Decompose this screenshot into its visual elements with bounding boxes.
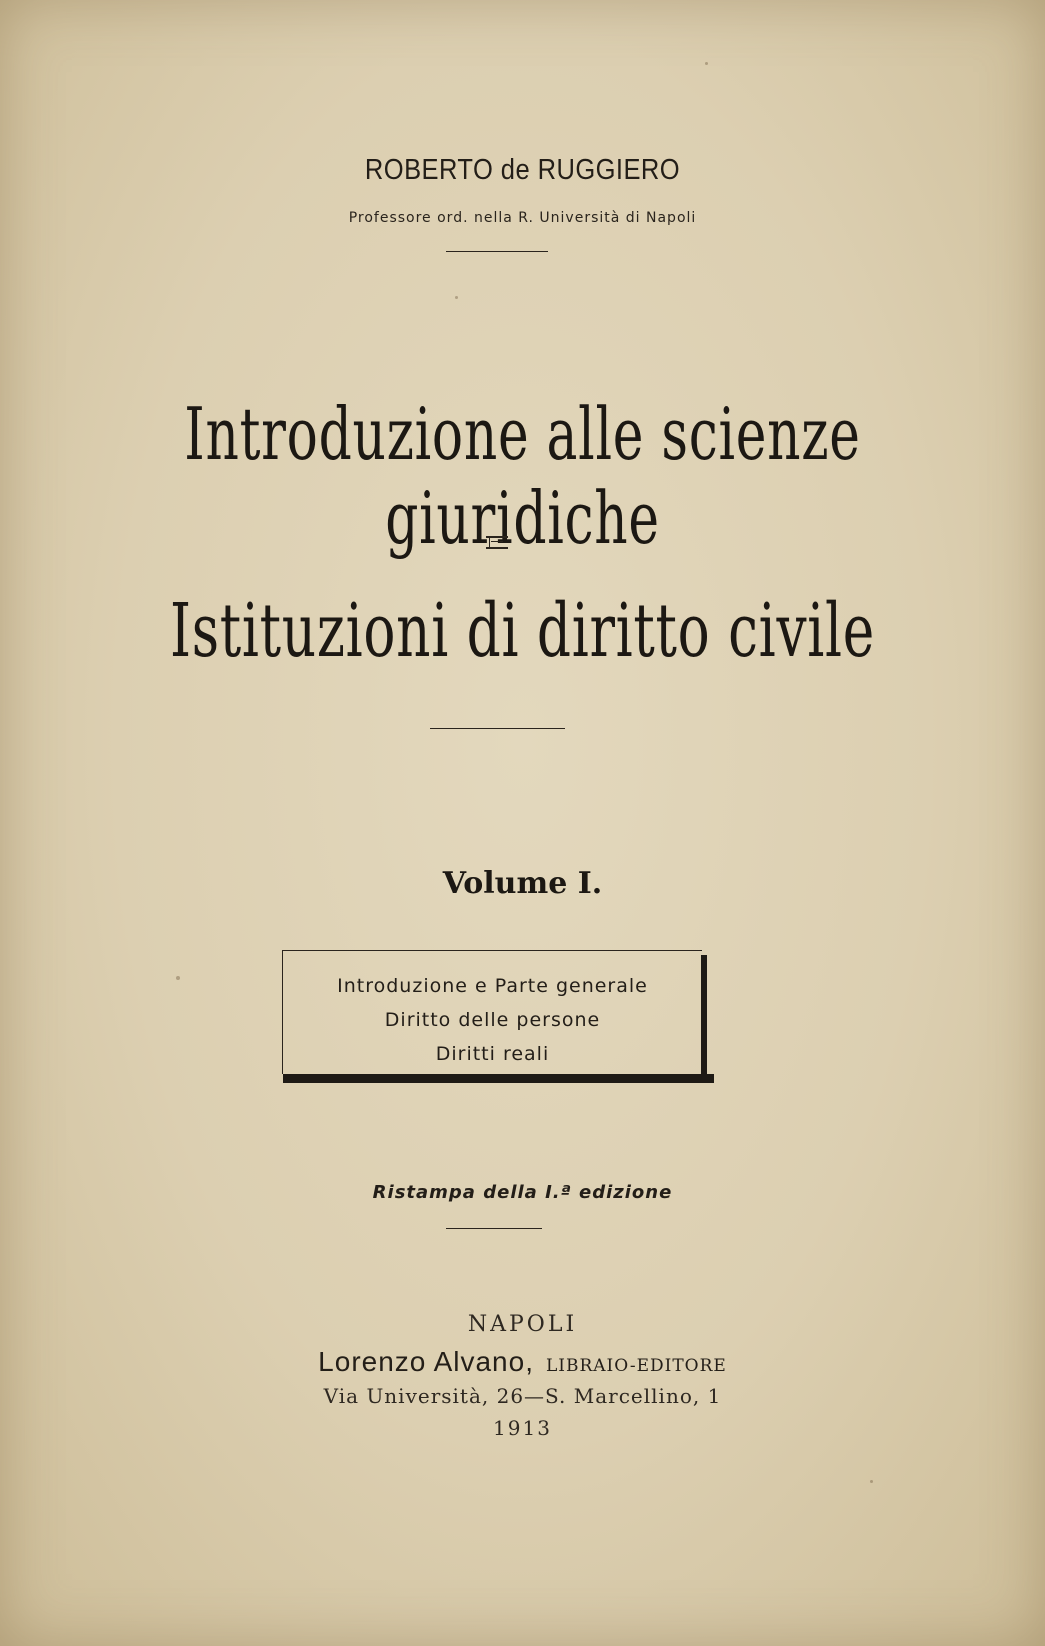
contents-item: Introduzione e Parte generale — [337, 975, 648, 997]
paper-speck — [705, 62, 708, 65]
author-affiliation: Professore ord. nella R. Università di Napoli — [348, 210, 697, 226]
volume-label: Volume I. — [442, 866, 603, 901]
conjunction-ornament — [486, 536, 508, 549]
paper-speck — [455, 296, 458, 299]
divider — [446, 1228, 542, 1229]
imprint-city: NAPOLI — [467, 1312, 578, 1337]
box-shadow-bottom — [283, 1074, 714, 1083]
box-shadow-right — [701, 955, 707, 1077]
volume-contents-box — [282, 950, 702, 1074]
volume-contents-list — [283, 951, 702, 1071]
main-title: Introduzione alle scienze giuridiche — [184, 392, 861, 560]
contents-item: Diritti reali — [435, 1043, 550, 1065]
paper-speck — [176, 976, 180, 980]
imprint-publisher-line — [0, 1346, 1045, 1378]
paper-speck — [870, 1480, 873, 1483]
subtitle: Istituzioni di diritto civile — [169, 588, 876, 674]
contents-item: Diritto delle persone — [384, 1009, 601, 1031]
publisher-name: Lorenzo Alvano, — [318, 1346, 534, 1377]
edition-note: Ristampa della I.ª edizione — [372, 1182, 673, 1203]
divider — [446, 251, 548, 252]
imprint-address: Via Università, 26—S. Marcellino, 1 — [323, 1384, 722, 1408]
imprint-year: 1913 — [493, 1416, 552, 1440]
divider — [430, 728, 565, 729]
publisher-role: LIBRAIO-EDITORE — [545, 1356, 727, 1376]
author-name: ROBERTO de RUGGIERO — [364, 154, 681, 186]
